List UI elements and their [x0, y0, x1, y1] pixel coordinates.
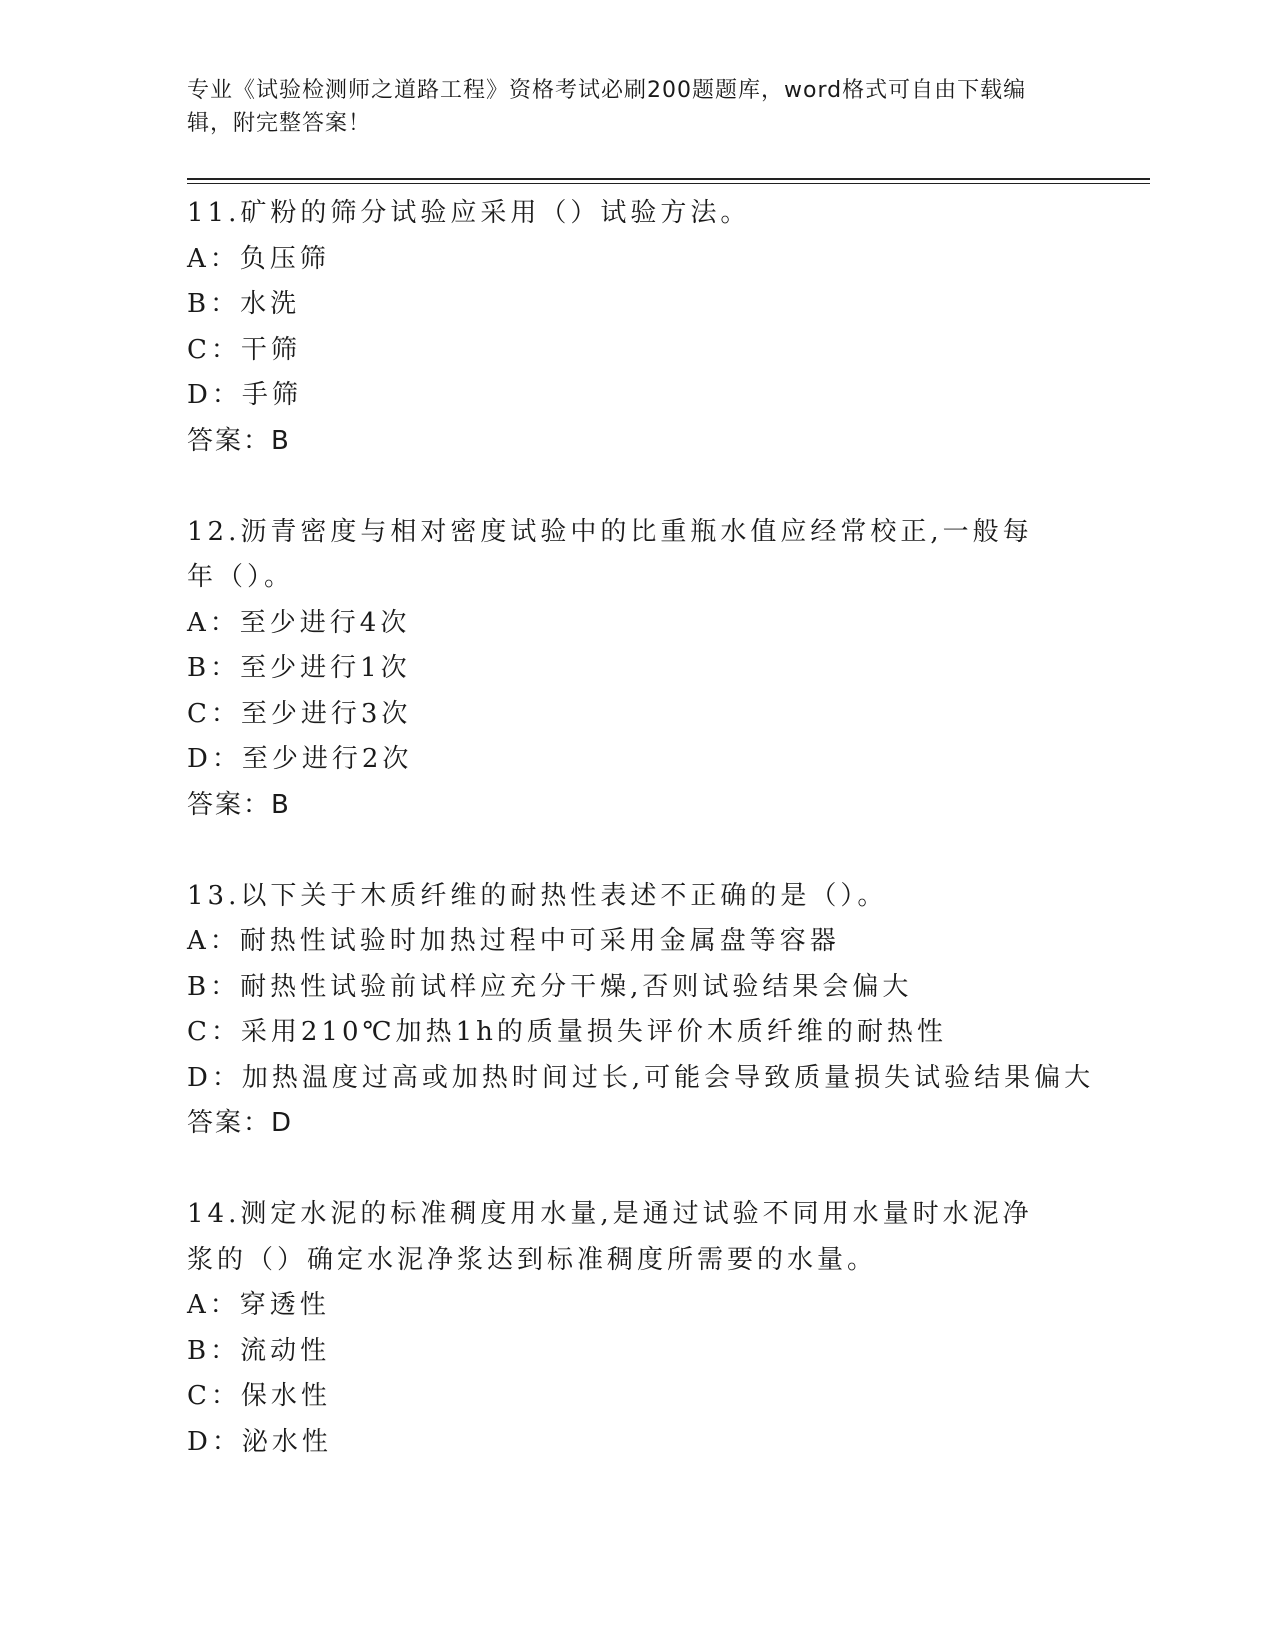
option-c: C：干筛 [187, 334, 301, 365]
spacer [187, 828, 1087, 874]
answer-label: 答案：B [187, 789, 291, 820]
option-b: B：耐热性试验前试样应充分干燥,否则试验结果会偏大 [187, 971, 913, 1002]
question-11 [187, 191, 1087, 464]
option-c: C：保水性 [187, 1381, 331, 1411]
spacer [187, 464, 1087, 510]
answer-label: 答案：B [187, 425, 291, 456]
option-c: C：采用210℃加热1h的质量损失评价木质纤维的耐热性 [187, 1017, 947, 1047]
option-a: A：负压筛 [187, 243, 330, 274]
option-a: A：耐热性试验时加热过程中可采用金属盘等容器 [187, 926, 840, 956]
header-rule-thick [187, 178, 1150, 180]
question-stem: 11.矿粉的筛分试验应采用（）试验方法。 [187, 198, 751, 228]
option-c: C：至少进行3次 [187, 698, 412, 729]
document-header: 专业《试验检测师之道路工程》资格考试必刷200题题库，word格式可自由下载编辑，附完整答案！ [187, 78, 1027, 136]
question-list [187, 191, 1095, 1465]
option-b: B：至少进行1次 [187, 653, 411, 683]
spacer [187, 1147, 1087, 1193]
option-a: A：穿透性 [187, 1290, 330, 1320]
option-a: A：至少进行4次 [187, 607, 411, 638]
question-12 [187, 510, 1087, 829]
option-b: B：流动性 [187, 1335, 331, 1366]
answer-label: 答案：D [187, 1108, 294, 1138]
header-rule-thin [187, 183, 1150, 184]
question-stem: 13.以下关于木质纤维的耐热性表述不正确的是（）。 [187, 880, 888, 911]
question-13 [187, 874, 1095, 1147]
question-14 [187, 1192, 1087, 1465]
option-d: D：泌水性 [187, 1426, 332, 1457]
option-d: D：至少进行2次 [187, 744, 413, 774]
option-d: D：手筛 [187, 380, 302, 410]
option-b: B：水洗 [187, 289, 301, 319]
question-stem: 14.测定水泥的标准稠度用水量,是通过试验不同用水量时水泥净浆的（）确定水泥净浆达到标准稠度所需要的水量。 [187, 1199, 1033, 1275]
option-d: D：加热温度过高或加热时间过长,可能会导致质量损失试验结果偏大 [187, 1062, 1095, 1093]
question-stem: 12.沥青密度与相对密度试验中的比重瓶水值应经常校正,一般每年（）。 [187, 516, 1033, 592]
